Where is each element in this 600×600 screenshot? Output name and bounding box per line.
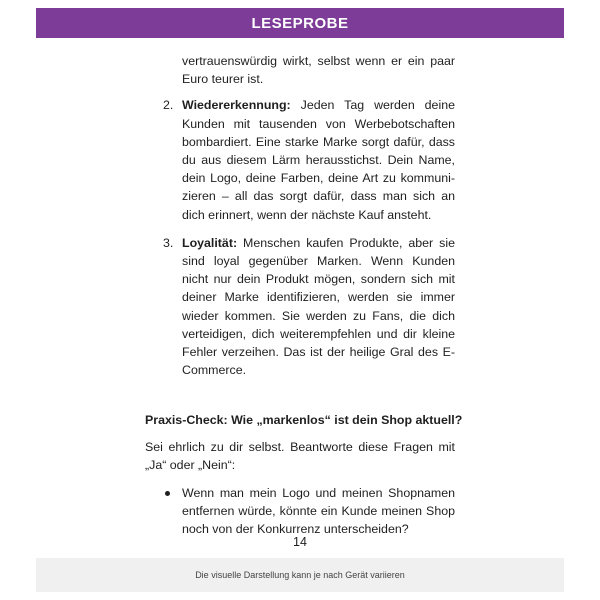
footer-bar [36, 558, 564, 592]
item-number: 3. [163, 235, 174, 250]
item-term: Loyalität: [182, 235, 238, 250]
numbered-item-wiedererkennung [145, 96, 455, 223]
banner-title: LESEPROBE [251, 14, 349, 32]
item-number: 2. [163, 98, 174, 113]
footer-note: Die visuelle Darstellung kann je nach Gerät variieren [195, 570, 405, 580]
intro-paragraph: Sei ehrlich zu dir selbst. Beantworte diese Fragen mit „Ja“ oder „Nein“: [145, 439, 455, 472]
bullet-text: Wenn man mein Logo und meinen Shopnamen entfernen würde, könnte ein Kunde meinen Shop noch von der Konkurrenz unterscheiden? [182, 486, 455, 537]
page-content [145, 52, 463, 539]
leseprobe-banner [36, 8, 564, 38]
page-number: 14 [293, 535, 307, 549]
numbered-item-loyalitaet [145, 234, 455, 380]
section-heading: Praxis-Check: Wie „markenlos“ ist dein Shop aktuell? [145, 413, 463, 428]
item-text: Jeden Tag werden deine Kunden mit tausenden von Werbebotschaften bombardiert. Eine starke Marke sorgt dafür, dass du aus diesem Lärm herausstichst. Dein Name, dein Logo, deine Farben, deine Art zu kommunizieren – all das sorgt dafür, dass man sich an dich erinnert, wenn der nächste Kauf ansteht. [182, 98, 455, 222]
bullet-item [145, 484, 455, 539]
bullet-dot-icon [165, 491, 170, 496]
item-text: Menschen kaufen Produkte, aber sie sind loyal gegenüber Marken. Wenn Kunden nicht nur dein Produkt mögen, sondern sich mit deiner Marke identifizieren, werden sie immer wieder kommen. Sie werden zu Fans, die dich verteidigen, dich weiterempfehlen und dir kleine Fehler verzeihen. Das ist der heilige Gral des E-Commerce. [182, 235, 455, 378]
item-term: Wiedererkennung: [182, 98, 291, 113]
continued-paragraph: vertrauenswürdig wirkt, selbst wenn er ein paar Euro teurer ist. [182, 54, 455, 87]
